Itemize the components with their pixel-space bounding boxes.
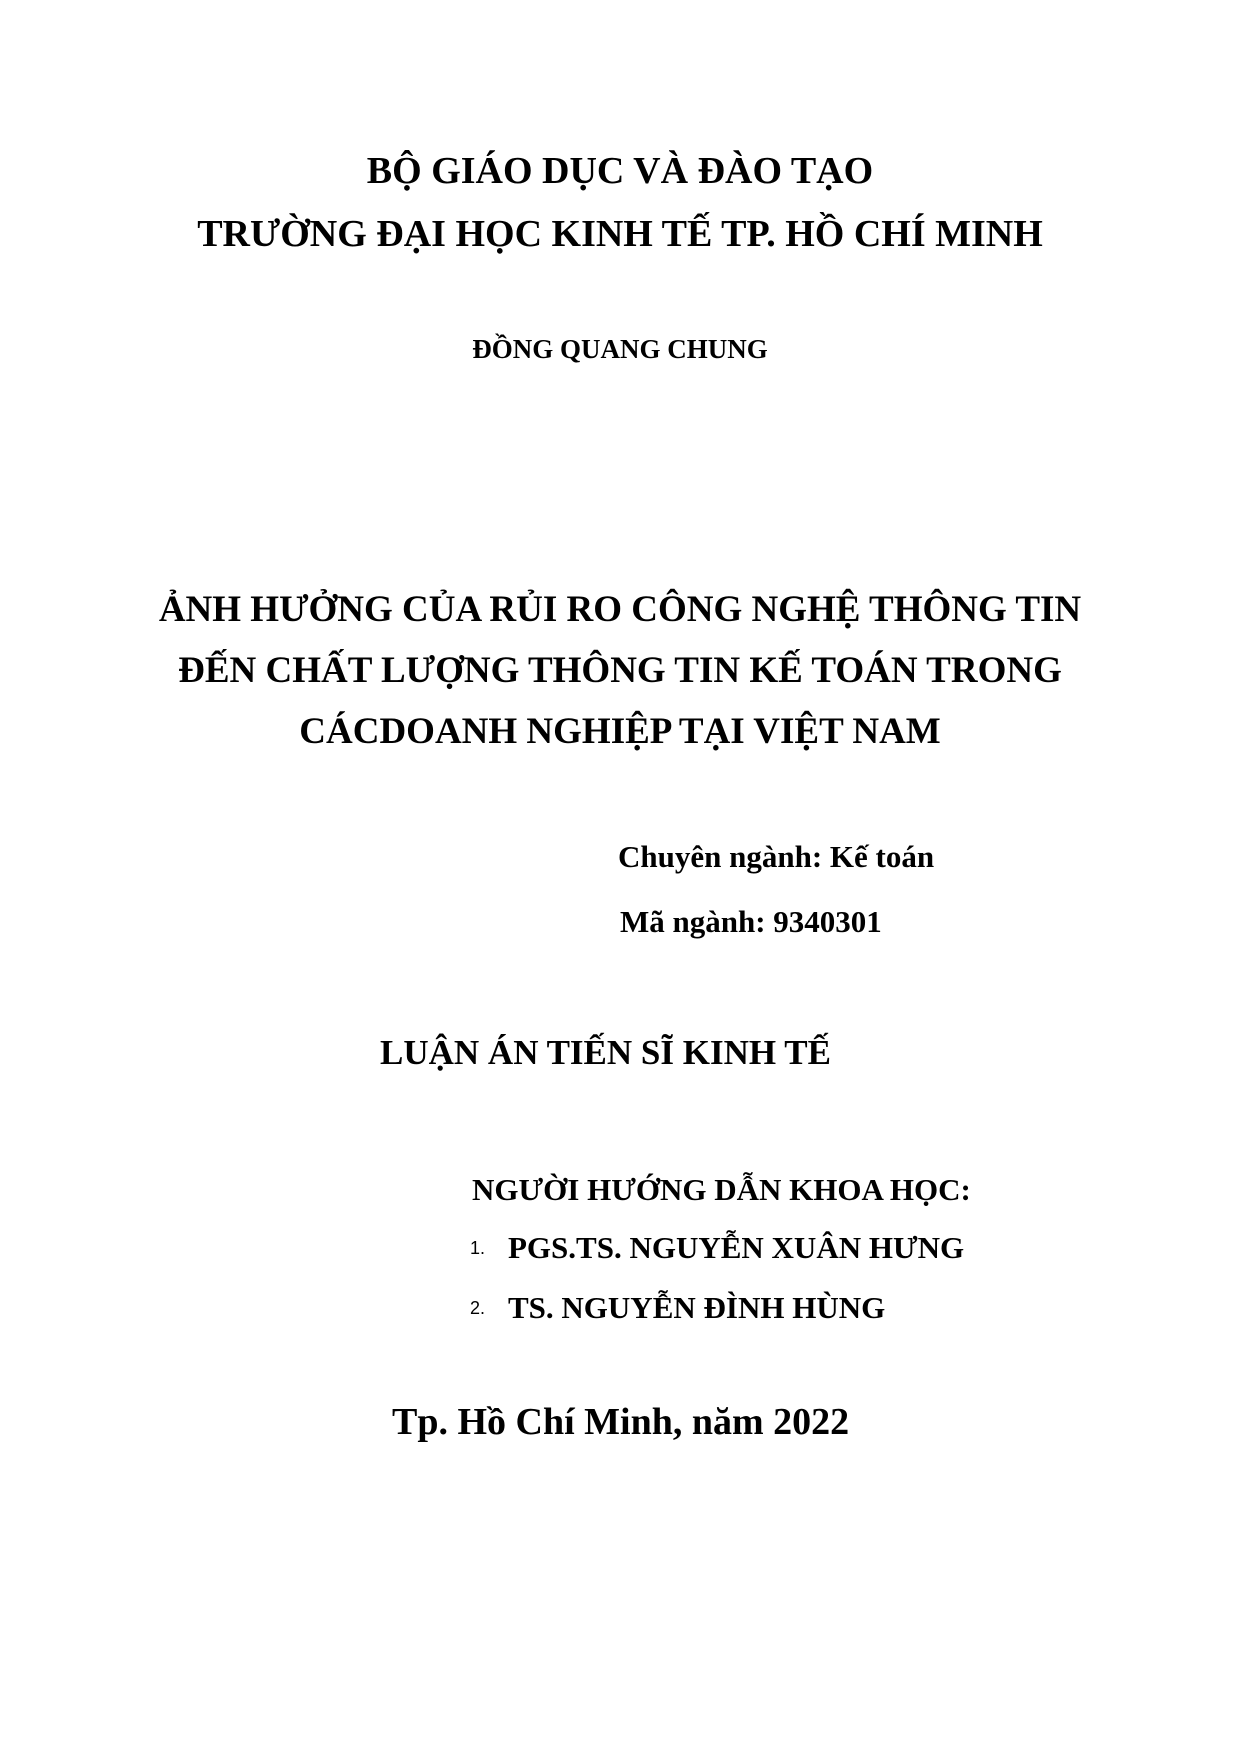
major-label: Chuyên ngành: Kế toán	[618, 839, 935, 874]
university-name: TRƯỜNG ĐẠI HỌC KINH TẾ TP. HỒ CHÍ MINH	[197, 213, 1043, 255]
supervisor-item	[470, 1232, 964, 1263]
supervisors-heading: NGƯỜI HƯỚNG DẪN KHOA HỌC:	[472, 1172, 971, 1207]
supervisor-number: 2.	[470, 1297, 486, 1318]
supervisor-name: PGS.TS. NGUYỄN XUÂN HƯNG	[508, 1230, 965, 1265]
thesis-title-line-1: ẢNH HƯỞNG CỦA RỦI RO CÔNG NGHỆ THÔNG TIN	[158, 589, 1082, 630]
place-and-year: Tp. Hồ Chí Minh, năm 2022	[392, 1401, 850, 1443]
supervisor-number: 1.	[470, 1237, 486, 1258]
supervisor-name: TS. NGUYỄN ĐÌNH HÙNG	[508, 1290, 886, 1325]
ministry-name: BỘ GIÁO DỤC VÀ ĐÀO TẠO	[366, 150, 874, 192]
degree-title: LUẬN ÁN TIẾN SĨ KINH TẾ	[380, 1033, 831, 1072]
thesis-title-line-2: ĐẾN CHẤT LƯỢNG THÔNG TIN KẾ TOÁN TRONG	[178, 650, 1062, 691]
thesis-title-line-3: CÁCDOANH NGHIỆP TẠI VIỆT NAM	[299, 711, 941, 752]
major-code-label: Mã ngành: 9340301	[620, 904, 882, 939]
supervisor-item	[470, 1292, 885, 1323]
author-name: ĐỒNG QUANG CHUNG	[472, 334, 768, 364]
